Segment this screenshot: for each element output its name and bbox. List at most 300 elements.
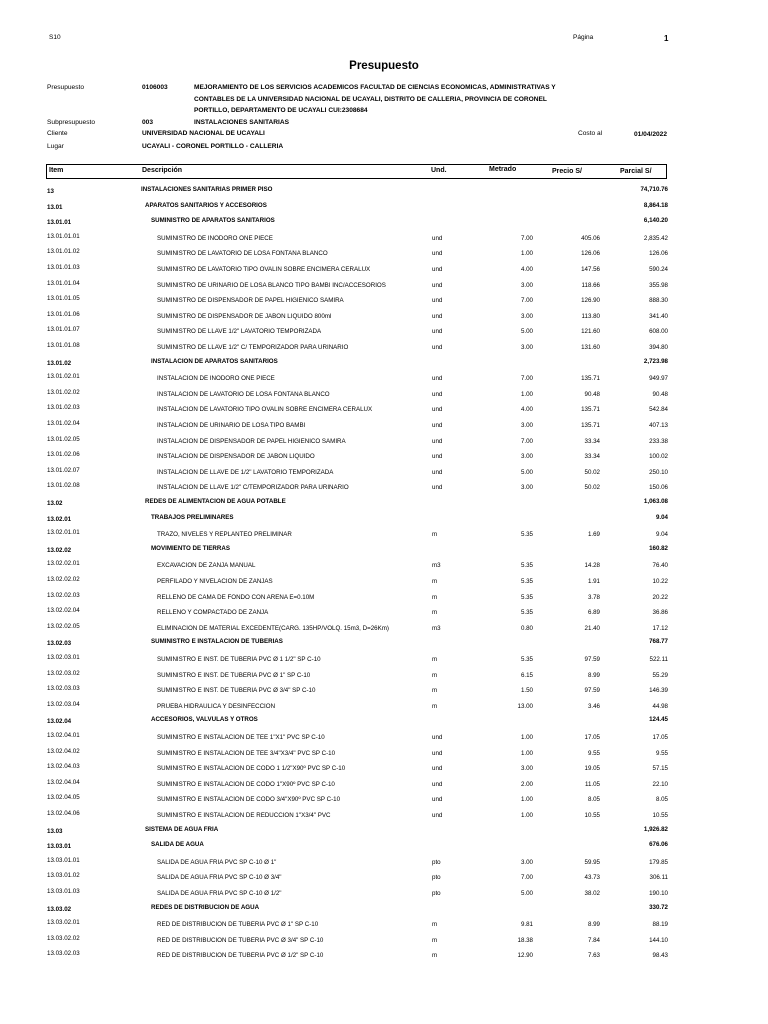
row-precio: 8.99: [587, 921, 600, 929]
presupuesto-label: Presupuesto: [47, 84, 85, 91]
row-parcial: 160.82: [649, 544, 668, 552]
row-description: PRUEBA HIDRAULICA Y DESINFECCION: [157, 702, 276, 710]
row-parcial: 55.29: [652, 671, 668, 679]
row-precio: 131.60: [581, 344, 600, 351]
row-precio: 8.99: [587, 671, 600, 679]
row-precio: 3.46: [587, 702, 600, 710]
row-unit: m: [432, 936, 438, 944]
row-description: INSTALACION DE LAVATORIO DE LOSA FONTANA BLANCO: [157, 390, 330, 398]
row-item-code: 13.01.01.05: [47, 295, 80, 303]
row-unit: m: [432, 531, 438, 539]
row-parcial: 676.06: [649, 841, 668, 849]
row-unit: m3: [432, 562, 441, 570]
table-row: [0, 605, 768, 621]
row-item-code: 13.01.01.01: [47, 232, 80, 240]
table-row: [0, 714, 768, 730]
row-item-code: 13.02: [47, 500, 63, 507]
row-unit: m: [432, 593, 438, 601]
row-parcial: 179.85: [649, 858, 668, 866]
row-parcial: 6,140.20: [643, 217, 668, 225]
row-item-code: 13.01: [47, 203, 63, 211]
table-header: [46, 164, 667, 179]
row-description: RED DE DISTRIBUCION DE TUBERIA PVC Ø 1/2" SP C-10: [157, 952, 324, 960]
row-metrado: 3.00: [520, 312, 533, 320]
table-row: [0, 387, 768, 403]
row-metrado: 7.00: [520, 297, 533, 305]
row-unit: und: [432, 406, 443, 414]
row-parcial: 608.00: [649, 328, 668, 336]
row-item-code: 13.02.04: [47, 718, 72, 726]
row-unit: pto: [432, 874, 441, 882]
row-item-code: 13.01.01.07: [47, 326, 80, 334]
col-parcial: Parcial S/: [620, 168, 652, 175]
row-precio: 3.78: [587, 593, 600, 601]
row-metrado: 3.00: [520, 484, 533, 492]
table-row: [0, 886, 768, 902]
row-unit: und: [432, 734, 443, 741]
row-description: TRAZO, NIVELES Y REPLANTEO PRELIMINAR: [157, 531, 292, 539]
table-row: [0, 356, 768, 372]
row-parcial: 522.11: [649, 656, 668, 663]
row-precio: 19.05: [584, 765, 600, 773]
row-item-code: 13.03.01.03: [47, 888, 80, 895]
table-row: [0, 340, 768, 356]
table-row: [0, 948, 768, 964]
row-item-code: 13.01.02.01: [47, 373, 80, 381]
row-description: SUMINISTRO E INSTALACION DE TEE 1"X1" PVC SP C-10: [157, 734, 325, 741]
row-unit: und: [432, 422, 443, 429]
row-item-code: 13.02.03.01: [47, 654, 80, 661]
row-item-code: 13.01.01: [47, 219, 72, 227]
row-description: ELIMINACION DE MATERIAL EXCEDENTE(CARG. 135HP/VOLQ. 15m3, D=26Km): [157, 624, 389, 632]
row-precio: 33.34: [584, 437, 600, 445]
row-parcial: 888.30: [649, 297, 668, 305]
row-description: INSTALACIONES SANITARIAS PRIMER PISO: [141, 186, 273, 193]
row-parcial: 10.55: [652, 812, 668, 819]
row-item-code: 13.02.04.05: [47, 794, 80, 802]
table-row: [0, 309, 768, 325]
row-metrado: 5.00: [520, 890, 533, 897]
row-metrado: 5.35: [520, 656, 533, 663]
row-item-code: 13.01.01.03: [47, 264, 80, 271]
table-row: [0, 870, 768, 886]
table-row: [0, 465, 768, 481]
row-item-code: 13.01.01.06: [47, 310, 80, 318]
row-precio: 38.02: [584, 890, 600, 897]
row-precio: 6.89: [587, 609, 600, 617]
row-precio: 11.05: [584, 780, 600, 788]
row-description: SISTEMA DE AGUA FRIA: [145, 825, 219, 833]
row-description: INSTALACION DE INODORO ONE PIECE: [157, 375, 275, 383]
row-item-code: 13.02.04.02: [47, 747, 80, 755]
page-title: Presupuesto: [349, 60, 419, 72]
row-description: INSTALACION DE DISPENSADOR DE PAPEL HIGIENICO SAMIRA: [157, 437, 346, 445]
row-description: SALIDA DE AGUA FRIA PVC SP C-10 Ø 1": [157, 858, 277, 866]
table-row: [0, 434, 768, 450]
row-unit: pto: [432, 858, 441, 866]
row-parcial: 590.24: [649, 266, 668, 273]
table-row: [0, 246, 768, 262]
row-precio: 43.73: [584, 874, 600, 882]
row-parcial: 9.04: [655, 531, 668, 539]
table-row: [0, 449, 768, 465]
row-unit: und: [432, 812, 443, 819]
row-description: SUMINISTRO E INST. DE TUBERIA PVC Ø 1" SP C-10: [157, 671, 311, 679]
presupuesto-desc-line-1: MEJORAMIENTO DE LOS SERVICIOS ACADEMICOS FACULTAD DE CIENCIAS ECONOMICAS, ADMINISTRATIVAS Y: [194, 84, 556, 91]
row-parcial: 542.84: [649, 406, 668, 414]
row-unit: m: [432, 578, 438, 585]
row-metrado: 0.80: [520, 624, 533, 632]
row-description: RED DE DISTRIBUCION DE TUBERIA PVC Ø 1" SP C-10: [157, 921, 319, 929]
row-item-code: 13.03.02.01: [47, 919, 80, 927]
row-parcial: 76.40: [652, 562, 668, 570]
row-unit: und: [432, 312, 443, 320]
row-unit: und: [432, 749, 443, 757]
row-unit: m3: [432, 624, 441, 632]
row-parcial: 124.45: [649, 716, 668, 724]
row-description: RED DE DISTRIBUCION DE TUBERIA PVC Ø 3/4" SP C-10: [157, 936, 324, 944]
table-row: [0, 761, 768, 777]
row-precio: 135.71: [581, 375, 600, 383]
table-row: [0, 792, 768, 808]
cliente-label: Cliente: [47, 130, 68, 137]
row-description: SALIDA DE AGUA FRIA PVC SP C-10 Ø 1/2": [157, 890, 282, 897]
row-unit: m: [432, 921, 438, 929]
table-row: [0, 839, 768, 855]
report-code: S10: [49, 34, 61, 41]
row-metrado: 2.00: [520, 780, 533, 788]
costo-date: 01/04/2022: [634, 131, 668, 138]
row-metrado: 1.00: [520, 390, 533, 398]
row-metrado: 1.00: [520, 749, 533, 757]
row-parcial: 90.48: [652, 390, 668, 398]
row-item-code: 13.02.03: [47, 640, 72, 648]
row-description: SUMINISTRO E INST. DE TUBERIA PVC Ø 3/4" SP C-10: [157, 687, 316, 695]
row-parcial: 100.02: [649, 453, 668, 461]
row-precio: 9.55: [587, 749, 600, 757]
row-description: INSTALACION DE LAVATORIO TIPO OVALIN SOBRE ENCIMERA CERALUX: [157, 406, 373, 414]
row-unit: und: [432, 344, 443, 351]
row-item-code: 13.02.02.05: [47, 622, 80, 630]
row-description: SUMINISTRO E INSTALACION DE TUBERIAS: [151, 638, 283, 646]
table-row: [0, 917, 768, 933]
row-description: SUMINISTRO E INSTALACION DE TEE 3/4"X3/4" PVC SP C-10: [157, 749, 336, 757]
table-row: [0, 933, 768, 949]
row-parcial: 306.11: [649, 874, 668, 882]
subpresupuesto-desc: INSTALACIONES SANITARIAS: [194, 119, 289, 126]
table-row: [0, 512, 768, 528]
table-row: [0, 402, 768, 418]
row-unit: und: [432, 468, 443, 476]
row-metrado: 3.00: [520, 344, 533, 351]
table-row: [0, 777, 768, 793]
row-precio: 126.06: [581, 250, 600, 258]
row-unit: m: [432, 656, 438, 663]
row-item-code: 13.02.04.01: [47, 732, 80, 739]
row-parcial: 126.06: [649, 250, 668, 258]
row-description: SUMINISTRO DE LAVATORIO DE LOSA FONTANA BLANCO: [157, 250, 328, 258]
row-metrado: 5.35: [520, 562, 533, 570]
row-item-code: 13.03.01.02: [47, 872, 80, 880]
table-row: [0, 527, 768, 543]
row-description: SUMINISTRO E INSTALACION DE CODO 1 1/2"X90º PVC SP C-10: [157, 765, 346, 773]
row-precio: 147.56: [581, 266, 600, 273]
row-unit: und: [432, 234, 443, 242]
row-metrado: 5.00: [520, 468, 533, 476]
table-row: [0, 808, 768, 824]
row-item-code: 13.02.02.03: [47, 591, 80, 599]
table-row: [0, 855, 768, 871]
row-item-code: 13.01.02.06: [47, 451, 80, 459]
row-description: INSTALACION DE DISPENSADOR DE JABON LIQUIDO: [157, 453, 315, 461]
row-precio: 135.71: [581, 422, 600, 429]
table-row: [0, 652, 768, 668]
row-item-code: 13.01.01.08: [47, 342, 80, 349]
row-unit: und: [432, 266, 443, 273]
row-parcial: 355.98: [649, 281, 668, 289]
row-parcial: 57.15: [652, 765, 668, 773]
row-item-code: 13.01.01.02: [47, 248, 80, 256]
row-precio: 97.59: [584, 656, 600, 663]
row-item-code: 13.03: [47, 827, 63, 835]
row-parcial: 341.40: [649, 312, 668, 320]
row-metrado: 1.00: [520, 734, 533, 741]
table-row: [0, 683, 768, 699]
row-item-code: 13.02.03.04: [47, 700, 80, 708]
row-metrado: 1.00: [520, 250, 533, 258]
row-metrado: 18.38: [517, 936, 533, 944]
row-metrado: 3.00: [520, 858, 533, 866]
row-metrado: 6.15: [520, 671, 533, 679]
table-row: [0, 636, 768, 652]
row-metrado: 12.90: [517, 952, 533, 960]
row-description: INSTALACION DE LLAVE DE 1/2" LAVATORIO TEMPORIZADA: [157, 468, 334, 476]
row-description: INSTALACION DE APARATOS SANITARIOS: [151, 357, 278, 365]
row-precio: 113.80: [581, 312, 600, 320]
table-row: [0, 746, 768, 762]
row-precio: 405.06: [581, 234, 600, 242]
row-parcial: 20.22: [652, 593, 668, 601]
row-item-code: 13.02.04.03: [47, 763, 80, 771]
row-description: SUMINISTRO E INST. DE TUBERIA PVC Ø 1 1/2" SP C-10: [157, 656, 321, 663]
table-row: [0, 543, 768, 559]
row-item-code: 13.03.02.03: [47, 950, 80, 958]
row-parcial: 74,710.76: [640, 186, 668, 193]
row-item-code: 13.02.01: [47, 515, 72, 523]
row-parcial: 2,835.42: [643, 234, 668, 242]
row-item-code: 13.02.03.02: [47, 669, 80, 677]
row-description: RELLENO DE CAMA DE FONDO CON ARENA E=0.10M: [157, 593, 315, 601]
row-parcial: 330.72: [649, 903, 668, 911]
row-parcial: 8.05: [655, 796, 668, 804]
row-metrado: 1.00: [520, 796, 533, 804]
row-parcial: 36.86: [652, 609, 668, 617]
row-description: INSTALACION DE LLAVE 1/2" C/TEMPORIZADOR PARA URINARIO: [157, 484, 349, 492]
row-description: REDES DE ALIMENTACION DE AGUA POTABLE: [145, 498, 286, 505]
table-row: [0, 902, 768, 918]
col-item: Item: [49, 167, 64, 174]
row-unit: und: [432, 484, 443, 492]
row-unit: m: [432, 671, 438, 679]
row-item-code: 13.01.01.04: [47, 279, 80, 287]
row-parcial: 44.98: [652, 702, 668, 710]
row-parcial: 98.43: [652, 952, 668, 960]
row-unit: m: [432, 609, 438, 617]
row-parcial: 407.13: [649, 422, 668, 429]
row-parcial: 88.19: [652, 921, 668, 929]
lugar-label: Lugar: [47, 143, 64, 150]
row-precio: 121.60: [581, 328, 600, 336]
row-parcial: 949.97: [649, 375, 668, 383]
row-item-code: 13.03.02: [47, 905, 72, 913]
row-metrado: 1.50: [520, 687, 533, 695]
row-parcial: 768.77: [649, 638, 668, 646]
row-metrado: 5.35: [520, 609, 533, 617]
row-precio: 90.48: [584, 390, 600, 398]
row-metrado: 7.00: [520, 234, 533, 242]
row-description: SUMINISTRO DE URINARIO DE LOSA BLANCO TIPO BAMBI INC/ACCESORIOS: [157, 281, 386, 289]
row-item-code: 13: [47, 188, 54, 195]
row-precio: 97.59: [584, 687, 600, 695]
row-precio: 50.02: [584, 468, 600, 476]
row-item-code: 13.02.04.06: [47, 810, 80, 817]
presupuesto-desc-line-2: CONTABLES DE LA UNIVERSIDAD NACIONAL DE UCAYALI, DISTRITO DE CALLERIA, PROVINCIA DE CORONEL: [194, 96, 547, 103]
lugar-value: UCAYALI - CORONEL PORTILLO - CALLERIA: [142, 143, 284, 150]
row-unit: m: [432, 687, 438, 695]
row-unit: m: [432, 702, 438, 710]
row-parcial: 22.10: [652, 780, 668, 788]
row-unit: und: [432, 437, 443, 445]
row-parcial: 1,063.08: [643, 498, 668, 505]
row-precio: 10.55: [584, 812, 600, 819]
row-metrado: 13.00: [517, 702, 533, 710]
row-unit: pto: [432, 890, 441, 897]
row-parcial: 9.55: [655, 749, 668, 757]
row-description: MOVIMIENTO DE TIERRAS: [151, 544, 230, 552]
row-description: SUMINISTRO DE DISPENSADOR DE PAPEL HIGIENICO SAMIRA: [157, 297, 344, 305]
row-parcial: 8,864.18: [643, 201, 668, 209]
row-description: ACCESORIOS, VALVULAS Y OTROS: [151, 716, 258, 724]
table-row: [0, 184, 768, 200]
row-unit: und: [432, 765, 443, 773]
table-row: [0, 824, 768, 840]
table-row: [0, 480, 768, 496]
row-description: INSTALACION DE URINARIO DE LOSA TIPO BAMBI: [157, 422, 306, 429]
row-precio: 135.71: [581, 406, 600, 414]
row-description: SUMINISTRO E INSTALACION DE REDUCCION 1"X3/4" PVC: [157, 812, 331, 819]
row-unit: und: [432, 375, 443, 383]
presupuesto-code: 0106003: [142, 84, 168, 91]
table-row: [0, 371, 768, 387]
row-metrado: 7.00: [520, 375, 533, 383]
table-row: [0, 293, 768, 309]
table-row: [0, 699, 768, 715]
row-item-code: 13.03.02.02: [47, 934, 80, 942]
row-item-code: 13.01.02.03: [47, 404, 80, 412]
row-item-code: 13.01.02.02: [47, 388, 80, 396]
table-row: [0, 215, 768, 231]
row-precio: 50.02: [584, 484, 600, 492]
row-precio: 118.66: [581, 281, 600, 289]
row-metrado: 1.00: [520, 812, 533, 819]
row-item-code: 13.01.02.04: [47, 420, 80, 427]
row-parcial: 190.10: [649, 890, 668, 897]
row-description: SUMINISTRO DE DISPENSADOR DE JABON LIQUIDO 800ml: [157, 312, 332, 320]
row-description: SUMINISTRO DE APARATOS SANITARIOS: [151, 217, 275, 225]
row-metrado: 7.00: [520, 874, 533, 882]
costo-label: Costo al: [578, 130, 603, 137]
row-metrado: 3.00: [520, 281, 533, 289]
row-parcial: 233.38: [649, 437, 668, 445]
row-description: SALIDA DE AGUA FRIA PVC SP C-10 Ø 3/4": [157, 874, 282, 882]
row-precio: 1.91: [587, 578, 600, 585]
col-unit: Und.: [431, 167, 447, 174]
row-description: SUMINISTRO DE LLAVE 1/2" C/ TEMPORIZADOR PARA URINARIO: [157, 344, 349, 351]
row-unit: und: [432, 328, 443, 336]
row-description: TRABAJOS PRELIMINARES: [151, 513, 234, 521]
table-row: [0, 574, 768, 590]
row-precio: 21.40: [584, 624, 600, 632]
row-precio: 17.05: [584, 734, 600, 741]
row-description: RELLENO Y COMPACTADO DE ZANJA: [157, 609, 269, 617]
presupuesto-desc-line-3: PORTILLO, DEPARTAMENTO DE UCAYALI CUI:2308684: [194, 107, 368, 114]
table-row: [0, 558, 768, 574]
table-row: [0, 262, 768, 278]
row-description: SUMINISTRO DE INODORO ONE PIECE: [157, 234, 273, 242]
row-description: APARATOS SANITARIOS Y ACCESORIOS: [145, 201, 267, 209]
row-precio: 7.84: [587, 936, 600, 944]
page-number: 1: [664, 34, 669, 43]
col-precio: Precio S/: [552, 168, 582, 175]
row-item-code: 13.02.03.03: [47, 685, 80, 693]
row-description: EXCAVACION DE ZANJA MANUAL: [157, 562, 256, 570]
table-row: [0, 590, 768, 606]
row-item-code: 13.01.02: [47, 359, 72, 367]
row-description: SUMINISTRO E INSTALACION DE CODO 1"X90º PVC SP C-10: [157, 780, 335, 788]
row-precio: 126.90: [581, 297, 600, 305]
row-precio: 59.95: [584, 858, 600, 866]
row-precio: 1.69: [587, 531, 600, 539]
row-item-code: 13.02.02.01: [47, 560, 80, 568]
table-row: [0, 730, 768, 746]
row-parcial: 146.39: [649, 687, 668, 695]
row-precio: 7.63: [587, 952, 600, 960]
row-unit: und: [432, 780, 443, 788]
row-parcial: 1,926.82: [643, 825, 668, 833]
row-unit: und: [432, 281, 443, 289]
row-metrado: 4.00: [520, 266, 533, 273]
row-item-code: 13.02.02: [47, 546, 72, 554]
row-metrado: 3.00: [520, 453, 533, 461]
table-row: [0, 668, 768, 684]
subpresupuesto-label: Subpresupuesto: [47, 119, 96, 126]
table-row: [0, 324, 768, 340]
table-row: [0, 231, 768, 247]
row-metrado: 7.00: [520, 437, 533, 445]
row-parcial: 144.10: [649, 936, 668, 944]
row-description: PERFILADO Y NIVELACION DE ZANJAS: [157, 578, 273, 585]
row-unit: und: [432, 796, 443, 804]
row-item-code: 13.02.02.04: [47, 607, 80, 615]
row-parcial: 250.10: [649, 468, 668, 476]
row-description: SUMINISTRO DE LAVATORIO TIPO OVALIN SOBRE ENCIMERA CERALUX: [157, 266, 371, 273]
row-description: SUMINISTRO DE LLAVE 1/2" LAVATORIO TEMPORIZADA: [157, 328, 322, 336]
row-item-code: 13.02.04.04: [47, 778, 80, 786]
row-description: SALIDA DE AGUA: [151, 841, 204, 849]
row-parcial: 394.80: [649, 344, 668, 351]
row-metrado: 5.35: [520, 531, 533, 539]
row-precio: 33.34: [584, 453, 600, 461]
